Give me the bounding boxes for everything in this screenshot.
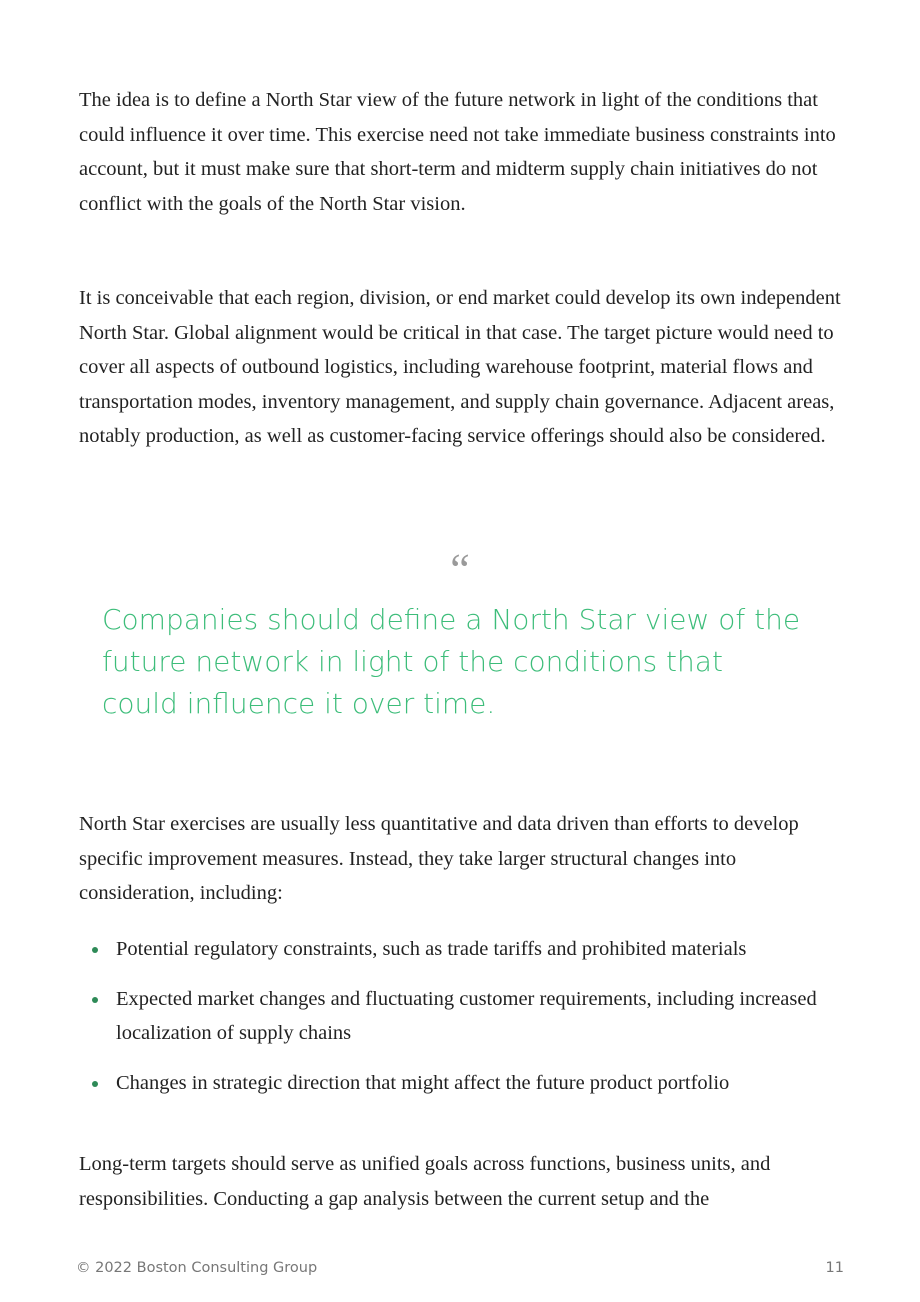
body-paragraph: The idea is to define a North Star view of the future network in light of the conditions that could influence it over time. This exercise need not take immediate business constraints into account, but it must make sure that short-term and midterm supply chain initiatives do not conflict with the goals of the North Star vision. <box>79 89 836 215</box>
pull-quote: Companies should define a North Star view of the future network in light of the conditions that could influence it over time. <box>102 603 801 720</box>
bullet-text: Potential regulatory constraints, such as trade tariffs and prohibited materials <box>116 938 747 960</box>
footer-copyright: © 2022 Boston Consulting Group <box>76 1260 318 1276</box>
page-number: 11 <box>825 1260 844 1276</box>
body-paragraph: It is conceivable that each region, division, or end market could develop its own independent North Star. Global alignment would be critical in that case. The target picture would need to cover all aspects of outbound logistics, including warehouse footprint, material flows and transportation modes, inventory management, and supply chain governance. Adjacent areas, notably production, as well as customer-facing service offerings should also be considered. <box>79 287 841 448</box>
body-paragraph: Long-term targets should serve as unified goals across functions, business units, and responsibilities. Conducting a gap analysis between the current setup and the <box>79 1153 771 1210</box>
body-paragraph: North Star exercises are usually less quantitative and data driven than efforts to develop specific improvement measures. Instead, they take larger structural changes into consideration, including: <box>79 813 799 905</box>
bullet-list-item <box>79 1066 859 1101</box>
quote-mark-icon: “ <box>450 545 470 594</box>
bullet-dot-icon <box>92 947 98 953</box>
bullet-dot-icon <box>92 1081 98 1087</box>
bullet-dot-icon <box>92 997 98 1003</box>
bullet-text: Changes in strategic direction that might affect the future product portfolio <box>116 1071 730 1094</box>
bullet-text: Expected market changes and fluctuating customer requirements, including increased localization of supply chains <box>116 987 817 1045</box>
bullet-list-item <box>79 982 859 1051</box>
bullet-list-item <box>79 932 859 967</box>
bullet-list <box>79 932 859 1115</box>
